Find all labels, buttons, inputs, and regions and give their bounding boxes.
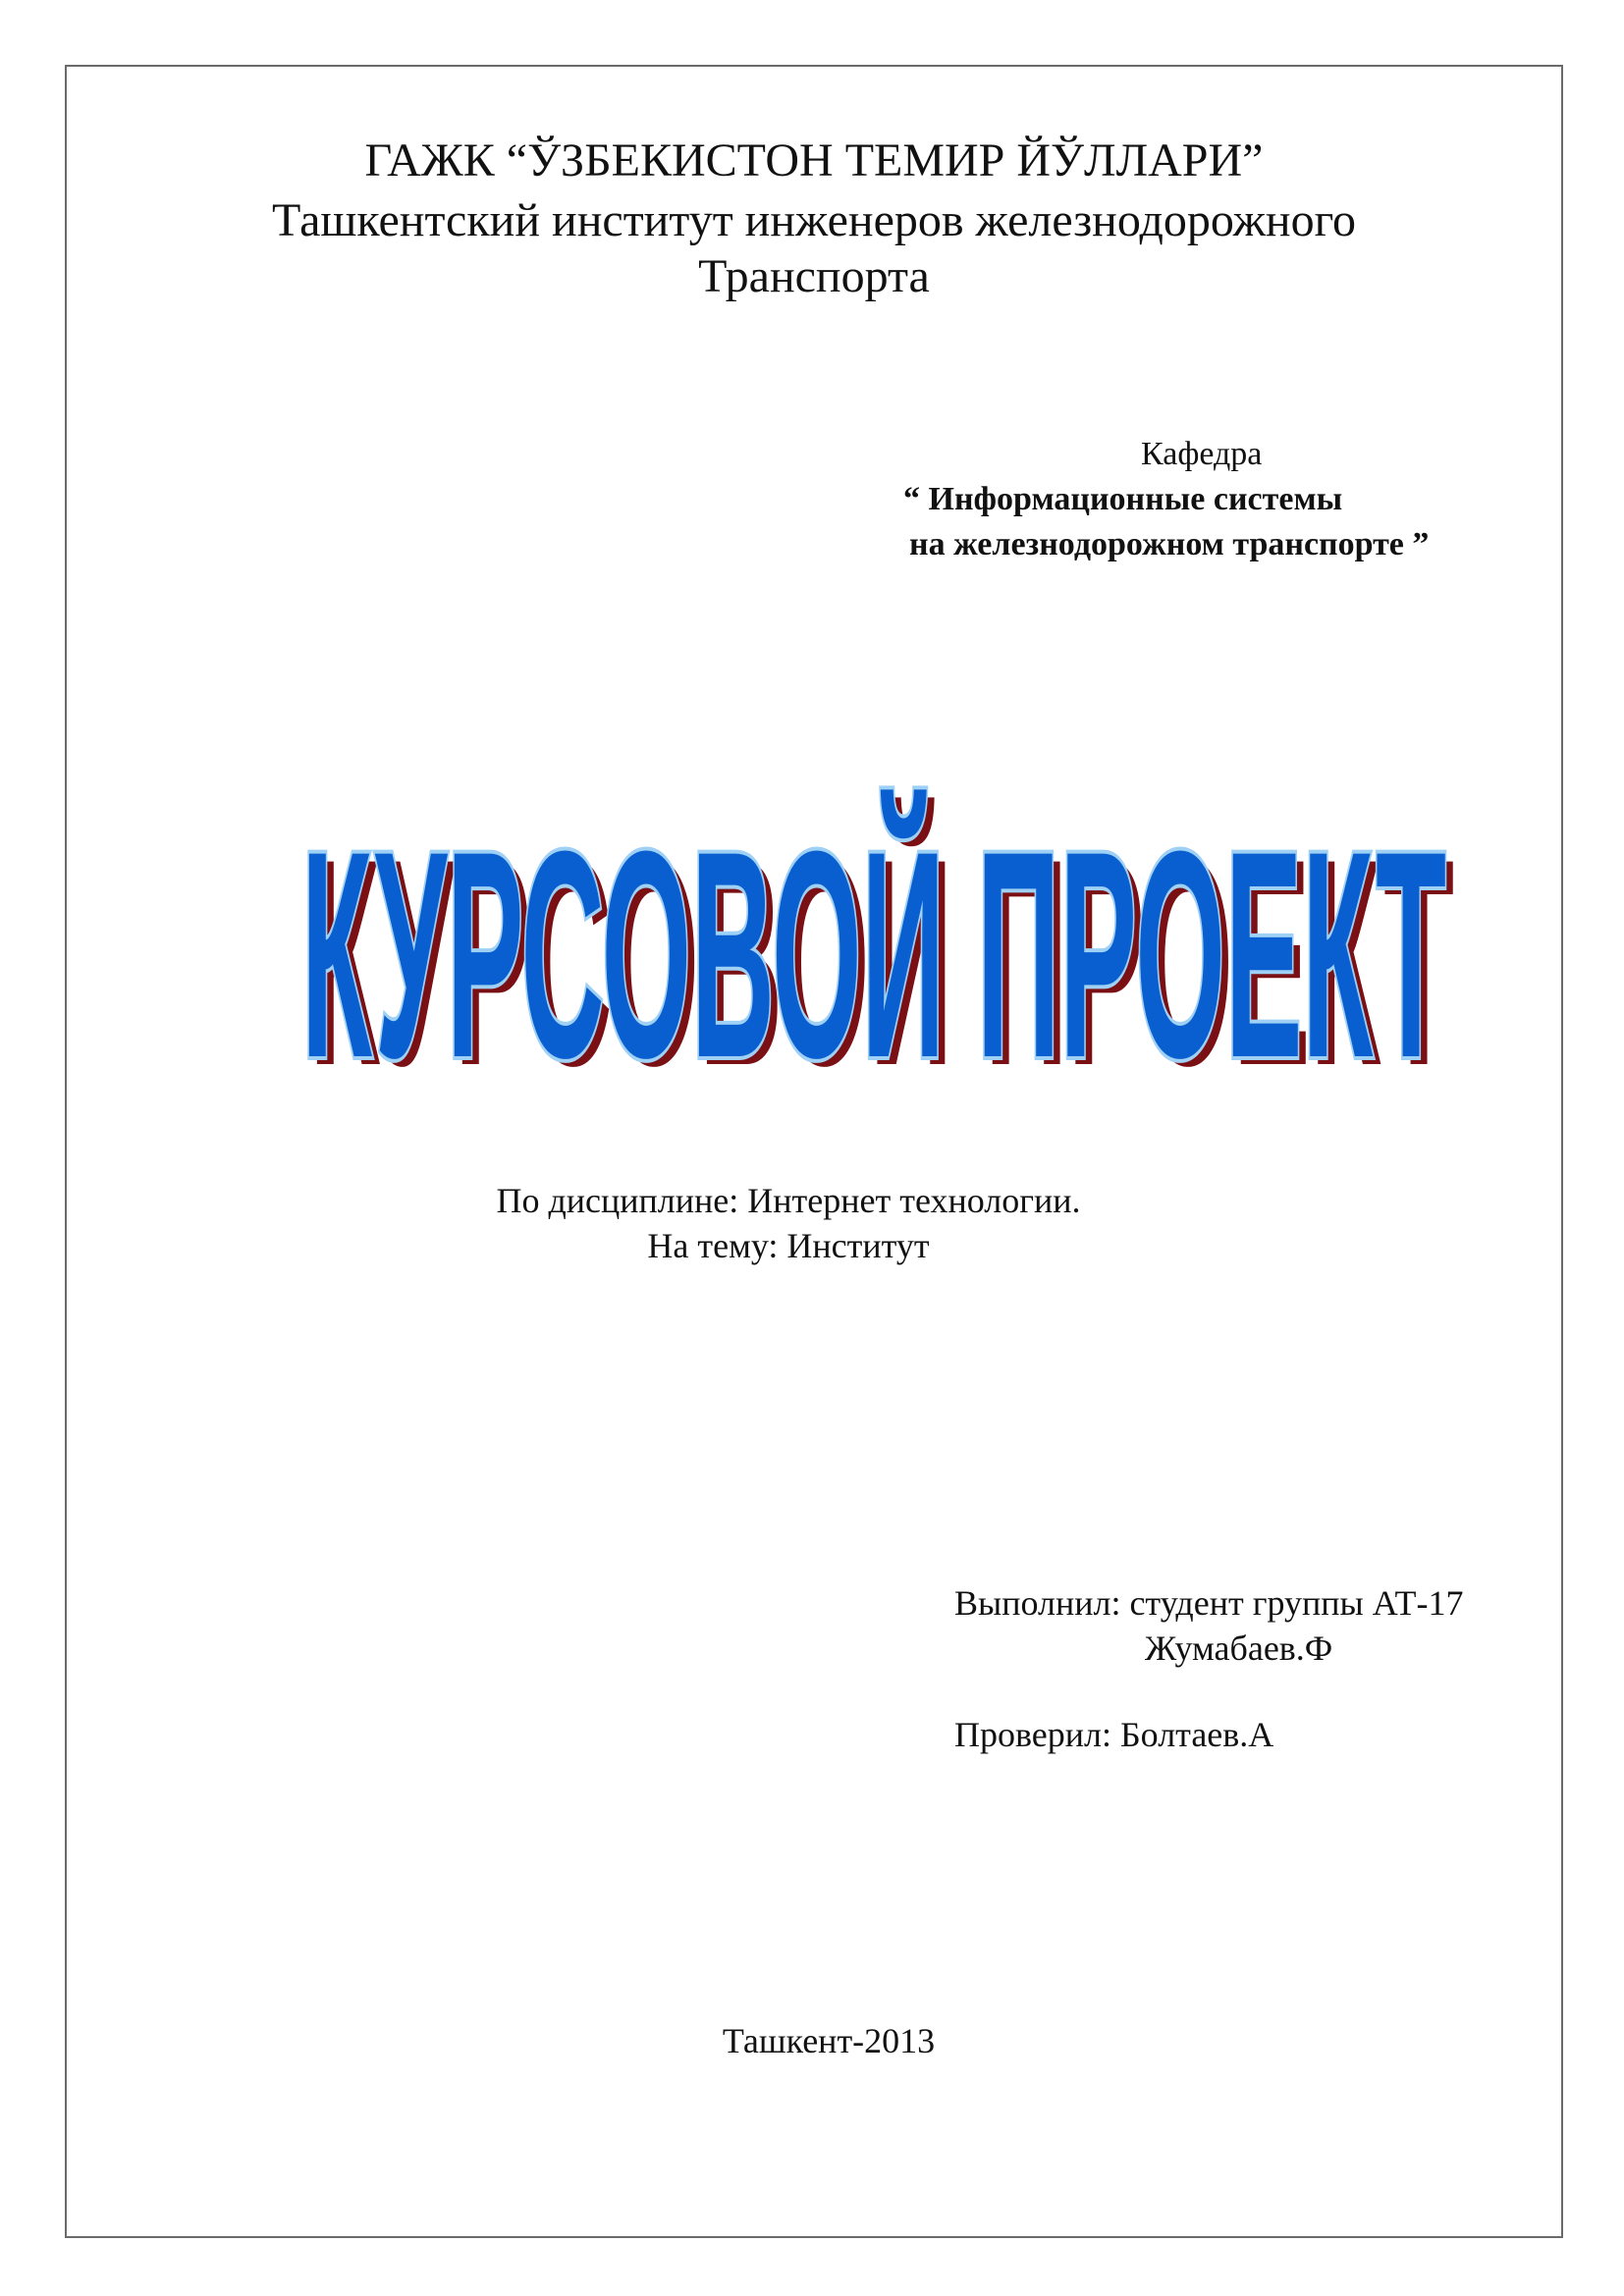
author-label: Выполнил: студент группы АТ-17 [954, 1583, 1464, 1623]
page-border [65, 65, 1563, 2238]
reviewer-line: Проверил: Болтаев.А [954, 1715, 1274, 1754]
author-block [954, 1580, 1464, 1671]
department-name-line-2: на железнодорожном транспорте ” [909, 526, 1430, 562]
department-label: Кафедра [1141, 436, 1263, 472]
city-year: Ташкент-2013 [722, 2021, 936, 2060]
author-name: Жумабаев.Ф [1145, 1629, 1333, 1668]
wordart-title-graphic [285, 738, 1463, 1092]
institute-line-2: Транспорта [698, 250, 930, 302]
department-name-line-1: “ Информационные системы [903, 481, 1343, 517]
discipline-line: По дисциплине: Интернет технологии. [496, 1181, 1081, 1220]
wordart-title [285, 738, 1463, 1092]
wordart-title-shadow: КУРСОВОЙ ПРОЕКТ [309, 797, 1454, 1092]
institute-name [65, 192, 1563, 304]
wordart-title-text: КУРСОВОЙ ПРОЕКТ [301, 789, 1446, 1092]
institute-line-1: Ташкентский институт инженеров железнодорожного [271, 194, 1357, 246]
topic-line: На тему: Институт [647, 1226, 930, 1265]
department-block [903, 432, 1532, 567]
organization-title: ГАЖК “ЎЗБЕКИСТОН ТЕМИР ЙЎЛЛАРИ” [364, 134, 1264, 187]
